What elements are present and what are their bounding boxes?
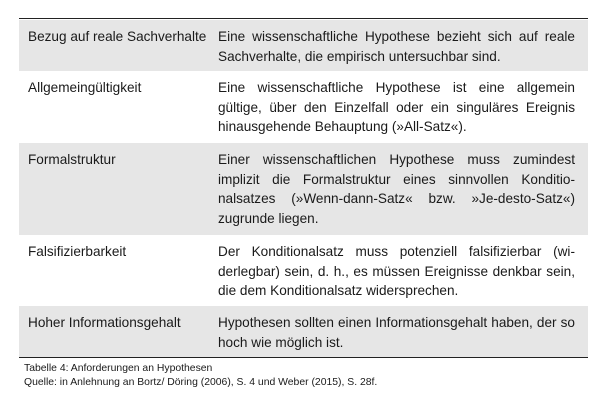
description-cell: Eine wissenschaftliche Hypothese ist eine allgemein gültige, über den Einzelfall oder ein singuläres Ereignis hinausgehende Behauptung (»All-Satz«). [218, 80, 575, 135]
table-bottom-rule [19, 357, 588, 358]
table-row [19, 143, 588, 235]
table-row [19, 71, 588, 143]
description-cell: Eine wissenschaftliche Hypothese bezieht sich auf reale Sachverhalte, die empirisch untersuchbar sind. [218, 29, 575, 64]
criterion-cell: Bezug auf reale Sachverhalte [28, 29, 207, 44]
table-row [19, 20, 588, 71]
description-cell: Der Konditionalsatz muss potenziell falsifizierbar (widerlegbar) sein, d. h., es müssen Ereignisse denkbar sein, die dem Konditionalsatz widersprechen. [218, 244, 575, 299]
requirements-table [19, 18, 588, 358]
criterion-cell: Formalstruktur [28, 152, 116, 167]
criterion-cell: Falsifizierbarkeit [28, 244, 127, 259]
table-top-rule [19, 18, 588, 19]
table-row [19, 235, 588, 306]
criterion-cell: Hoher Informationsgehalt [28, 315, 181, 330]
table-row [19, 306, 588, 357]
criterion-cell: Allgemeingültigkeit [28, 80, 142, 95]
description-cell: Einer wissenschaftlichen Hypothese muss zumindest implizit die Formalstruktur eines sinnvollen Konditionalsatzes (»Wenn-dann-Satz« bzw. »Je-desto-Satz«) zugrunde liegen. [218, 152, 575, 226]
table-caption [24, 362, 377, 390]
caption-title: Tabelle 4: Anforderungen an Hypothesen [24, 363, 213, 374]
caption-source: Quelle: in Anlehnung an Bortz/ Döring (2006), S. 4 und Weber (2015), S. 28f. [24, 377, 378, 388]
description-cell: Hypothesen sollten einen Informationsgehalt haben, der so hoch wie möglich ist. [218, 315, 575, 350]
